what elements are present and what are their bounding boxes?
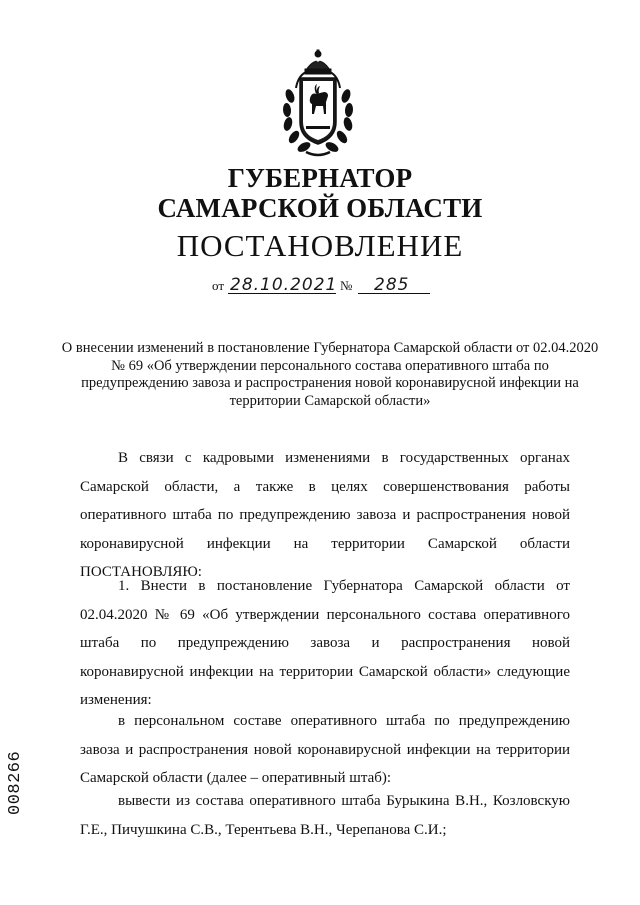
handwritten-date: 28.10.2021 xyxy=(230,275,338,295)
date-prefix-label: от xyxy=(212,278,225,293)
body-paragraph-2 xyxy=(80,572,570,715)
body-paragraph-2-text: 1. Внести в постановление Губернатора Самарской области от 02.04.2020 № 69 «Об утверждении персонального состава оперативного штаба по предупреждению завоза и распространения новой коронавирусной инфекции на территории Самарской области» следующие изменения: xyxy=(80,578,570,708)
handwritten-number: 285 xyxy=(374,275,410,295)
issuer-title-line-2: САМАРСКОЙ ОБЛАСТИ xyxy=(157,193,483,223)
document-type-heading: ПОСТАНОВЛЕНИЕ xyxy=(176,228,464,263)
number-label: № xyxy=(340,278,353,293)
document-subject: О внесении изменений в постановление Губернатора Самарской области от 02.04.2020 № 69 «Об утверждении персонального состава оперативного штаба по предупреждению завоза и распространения новой коронавирусной инфекции на территории Самарской области» xyxy=(61,340,599,409)
body-paragraph-3 xyxy=(80,707,570,793)
body-paragraph-3-text: в персональном составе оперативного штаба по предупреждению завоза и распространения новой коронавирусной инфекции на территории Самарской области (далее – оперативный штаб): xyxy=(80,713,570,786)
coat-of-arms-icon xyxy=(276,48,360,160)
body-paragraph-1 xyxy=(80,444,570,587)
body-paragraph-4-text: вывести из состава оперативного штаба Бурыкина В.Н., Козловскую Г.Е., Пичушкина С.В., Терентьева В.Н., Черепанова С.И.; xyxy=(80,793,570,838)
body-paragraph-1-text: В связи с кадровыми изменениями в государственных органах Самарской области, а также в целях совершенствования работы оперативного штаба по предупреждению завоза и распространения новой коронавирусной инфекции на территории Самарской области ПОСТАНОВЛЯЮ: xyxy=(80,450,570,580)
body-paragraph-4 xyxy=(80,787,570,844)
date-number-line xyxy=(212,274,442,298)
issuer-title-line-1: ГУБЕРНАТОР xyxy=(227,163,413,193)
vertical-registration-number: 008266 xyxy=(6,750,25,815)
